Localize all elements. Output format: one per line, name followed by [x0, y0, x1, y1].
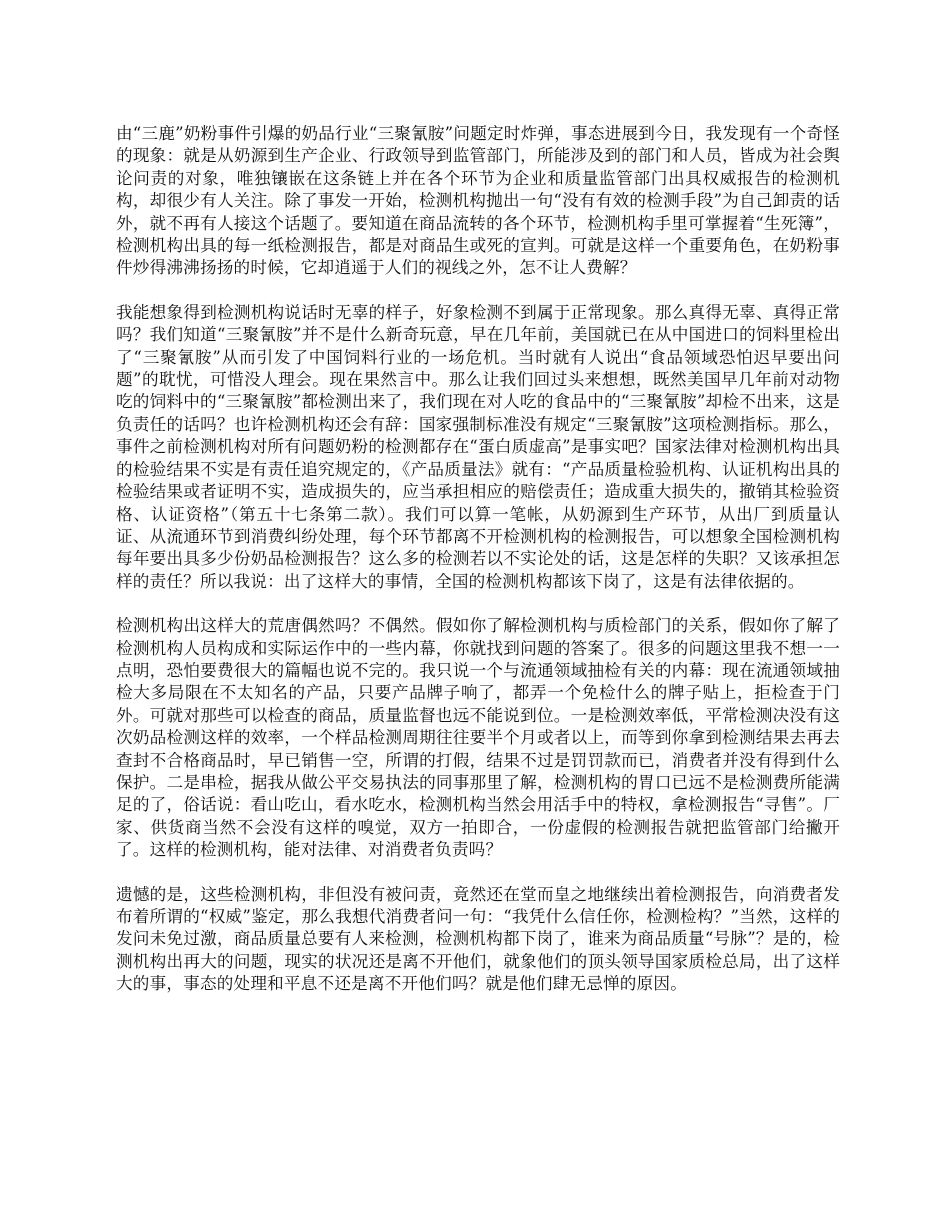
paragraph-3: 检测机构出这样大的荒唐偶然吗？不偶然。假如你了解检测机构与质检部门的关系，假如你了解了检测机构人员构成和实际运作中的一些内幕，你就找到问题的答案了。很多的问题这里我不想一一点明，恐怕要费很大的篇幅也说不完的。我只说一个与流通领域抽检有关的内幕：现在流通领域抽检大多局限在不太知名的产品，只要产品牌子响了，都弄一个免检什么的牌子贴上，拒检查于门外。可就对那些可以检查的商品，质量监督也远不能说到位。一是检测效率低，平常检测决没有这次奶品检测这样的效率，一个样品检测周期往往要半个月或者以上，而等到你拿到检测结果去再去查封不合格商品时，早已销售一空，所谓的打假，结果不过是罚罚款而已，消费者并没有得到什么保护。二是串检，据我从做公平交易执法的同事那里了解，检测机构的胃口已远不是检测费所能满足的了，俗话说：看山吃山，看水吃水，检测机构当然会用活手中的特权，拿检测报告“寻售”。厂家、供货商当然不会没有这样的嗅觉，双方一拍即合，一份虚假的检测报告就把监管部门给撇开了。这样的检测机构，能对法律、对消费者负责吗？ — [116, 616, 840, 860]
document-body — [116, 123, 840, 1018]
paragraph-1: 由“三鹿”奶粉事件引爆的奶品行业“三聚氰胺”问题定时炸弹，事态进展到今日，我发现有一个奇怪的现象：就是从奶源到生产企业、行政领导到监管部门，所能涉及到的部门和人员，皆成为社会舆论问责的对象，唯独镶嵌在这条链上并在各个环节为企业和质量监管部门出具权威报告的检测机构，却很少有人关注。除了事发一开始，检测机构抛出一句“没有有效的检测手段”为自己卸责的话外，就不再有人接这个话题了。要知道在商品流转的各个环节，检测机构手里可掌握着“生死簿”，检测机构出具的每一纸检测报告，都是对商品生或死的宣判。可就是这样一个重要角色，在奶粉事件炒得沸沸扬扬的时候，它却逍遥于人们的视线之外，怎不让人费解？ — [116, 124, 840, 278]
paragraph-2: 我能想象得到检测机构说话时无辜的样子，好象检测不到属于正常现象。那么真得无辜、真得正常吗？我们知道“三聚氰胺”并不是什么新奇玩意，早在几年前，美国就已在从中国进口的饲料里检出了“三聚氰胺”从而引发了中国饲料行业的一场危机。当时就有人说出“食品领域恐怕迟早要出问题”的耽忧，可惜没人理会。现在果然言中。那么让我们回过头来想想，既然美国早几年前对动物吃的饲料中的“三聚氰胺”都检测出来了，我们现在对人吃的食品中的“三聚氰胺”却检不出来，这是负责任的话吗？也许检测机构还会有辞：国家强制标准没有规定“三聚氰胺”这项检测指标。那么，事件之前检测机构对所有问题奶粉的检测都存在“蛋白质虚高”是事实吧？国家法律对检测机构出具的检验结果不实是有责任追究规定的，《产品质量法》就有：“产品质量检验机构、认证机构出具的检验结果或者证明不实，造成损失的，应当承担相应的赔偿责任；造成重大损失的，撤销其检验资格、认证资格”（第五十七条第二款）。我们可以算一笔帐，从奶源到生产环节，从出厂到质量认证、从流通环节到消费纠纷处理，每个环节都离不开检测机构的检测报告，可以想象全国检测机构每年要出具多少份奶品检测报告？这么多的检测若以不实论处的话，这是怎样的失职？又该承担怎样的责任？所以我说：出了这样大的事情，全国的检测机构都该下岗了，这是有法律依据的。 — [116, 302, 840, 591]
paragraph-4: 遗憾的是，这些检测机构，非但没有被问责，竟然还在堂而皇之地继续出着检测报告，向消费者发布着所谓的“权威”鉴定，那么我想代消费者问一句：“我凭什么信任你，检测检构？”当然，这样的发问未免过激，商品质量总要有人来检测，检测机构都下岗了，谁来为商品质量“号脉”？是的，检测机构出再大的问题，现实的状况还是离不开他们，就象他们的顶头领导国家质检总局，出了这样大的事，事态的处理和平息不还是离不开他们吗？就是他们肆无忌惮的原因。 — [116, 884, 840, 994]
